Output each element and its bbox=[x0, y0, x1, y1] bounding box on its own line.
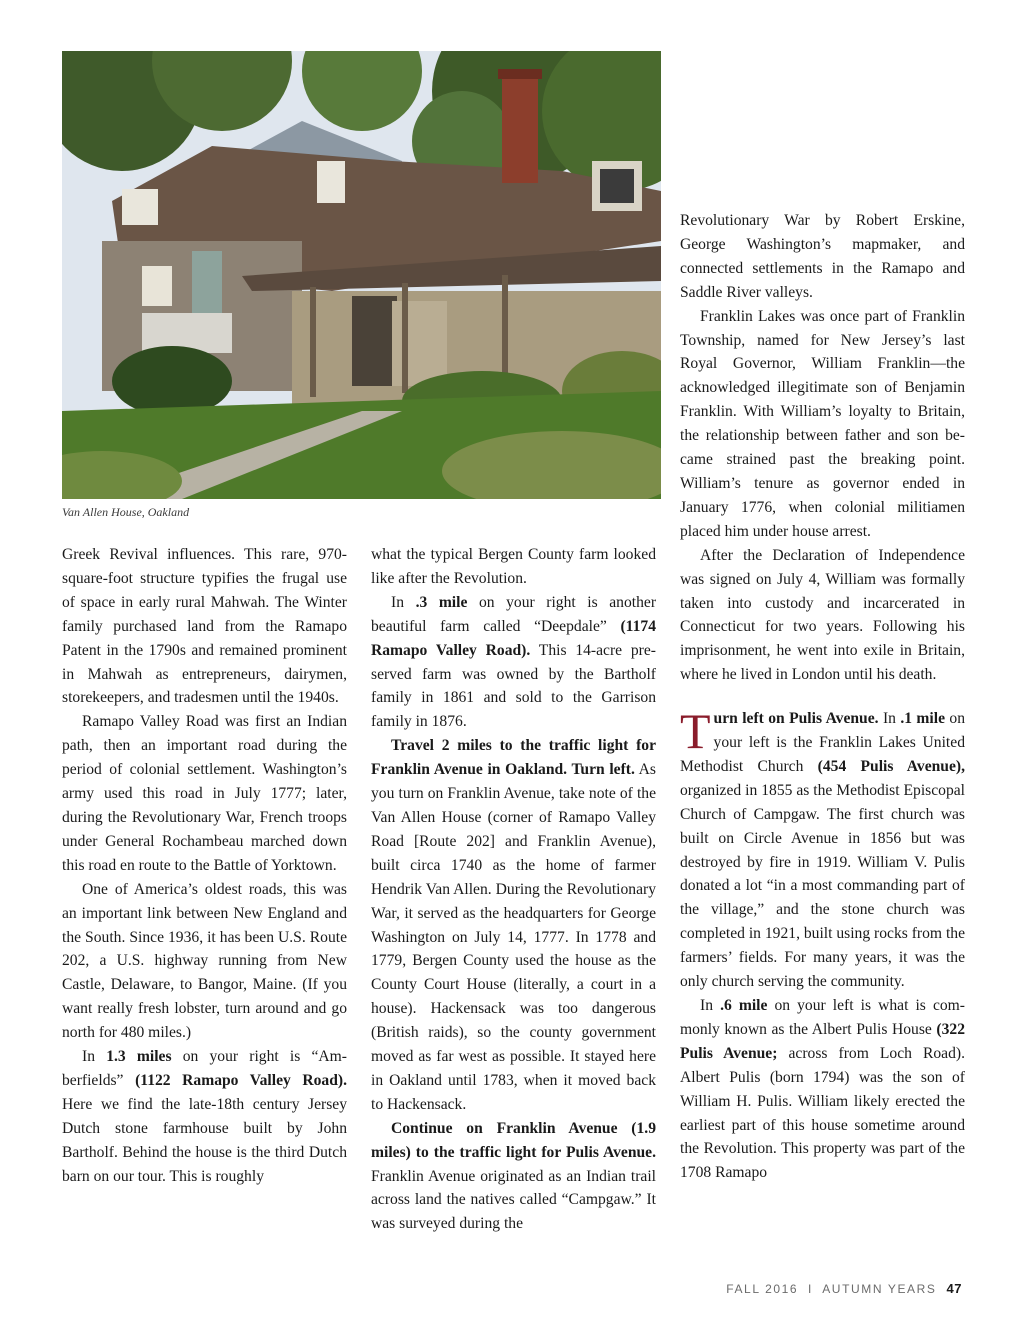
photo-caption: Van Allen House, Oakland bbox=[62, 505, 190, 519]
text-run: on your left is what is commonly known as the Albert Pulis House bbox=[680, 997, 965, 1038]
page-footer bbox=[726, 1281, 962, 1296]
text-column-1 bbox=[62, 543, 347, 1188]
paragraph: After the Declaration of Independence was signed on July 4, William was formally taken into custody and incarcerated in Connecticut for two years. Following his imprisonment, he went into exile in Britain, where he lived in London until his death. bbox=[680, 546, 965, 684]
van-allen-house-photo bbox=[62, 51, 661, 499]
paragraph: Greek Revival influences. This rare, 970-square-foot structure typifies the frugal use of space in early rural Mahwah. The Winter family purchased land from the Ramapo Patent in the 1790s and remained prominent in Mahwah as entrepreneurs, dairymen, storekeepers, and tradesmen until the 1940s. bbox=[62, 546, 347, 707]
text-run: on your right is another beautiful farm called “Deepdale” bbox=[371, 593, 657, 635]
paragraph bbox=[371, 591, 656, 734]
direction-bold: urn left on Pulis Avenue. bbox=[713, 710, 879, 728]
address-bold: (454 Pulis Avenue), bbox=[817, 757, 965, 775]
text-run: on your right is “Amberfields” bbox=[62, 1048, 347, 1089]
text-column-3 bbox=[680, 209, 965, 1185]
paragraph: One of America’s oldest roads, this was an important link between New England and the South. Since 1936, it has been U.S. Route 202, a U.S. highway running from New Castle, Delaware, to Bangor, Maine. (If you want really fresh lobster, turn around and go north for 480 miles.) bbox=[62, 880, 347, 1042]
text-run: This 14-acre preserved farm was owned by the Bartholf family in 1861 and sold to the Garrison family in 1876. bbox=[371, 641, 656, 731]
text-run: In bbox=[700, 997, 721, 1014]
text-run: In bbox=[82, 1048, 107, 1066]
text-run: on your left is the Franklin Lakes United Methodist Church bbox=[680, 710, 966, 775]
distance-bold: .3 mile bbox=[415, 593, 468, 611]
address-bold: (1174 Ramapo Valley Road). bbox=[371, 617, 656, 659]
text-run: Here we find the late-18th century Jersey Dutch stone farmhouse built by John Bartholf. Behind the house is the third Dutch barn on our tour. This is roughly bbox=[62, 1095, 347, 1185]
page-number: 47 bbox=[946, 1281, 962, 1296]
paragraph bbox=[371, 1117, 656, 1237]
direction-bold: Continue on Franklin Avenue (1.9 miles) to the traffic light for Pulis Avenue. bbox=[371, 1119, 656, 1161]
address-bold: (1122 Ramapo Valley Road). bbox=[135, 1071, 347, 1089]
distance-bold: .1 mile bbox=[900, 710, 946, 728]
paragraph bbox=[680, 994, 965, 1185]
text-run: across from Loch Road). Albert Pulis (born 1794) was the son of William H. Pulis. William likely erected the earliest part of this house sometime around the Revolution. This property was part of the 1708 Ramapo bbox=[680, 1044, 965, 1182]
text-run: In bbox=[878, 710, 901, 728]
direction-bold: Travel 2 miles to the traffic light for Franklin Avenue in Oakland. Turn left. bbox=[371, 737, 656, 779]
section-break bbox=[680, 687, 965, 707]
text-run: In bbox=[391, 593, 416, 611]
distance-bold: .6 mile bbox=[720, 997, 768, 1014]
paragraph bbox=[371, 734, 656, 1117]
text-run: As you turn on Franklin Avenue, take note of the Van Allen House (corner of Ramapo Valley Road [Route 202] and Franklin Avenue), built circa 1740 as the home of farmer Hendrik Van Allen. During the Revolutionary War, it served as the headquarters for George Washington on July 14, 1777. In 1778 and 1779, Bergen County used the house as the County Court House (literally, a court in a house). Hackensack was too dangerous (British raids), so the county government moved as far west as possible. It stayed here in Oakland until 1783, when it moved back to Hackensack. bbox=[371, 761, 656, 1113]
paragraph: Ramapo Valley Road was first an Indian path, then an important road during the period of colonial settlement. Washington’s army used this road in July 1777; later, during the Revolutionary War, French troops under General Rochambeau marched down this road en route to the Battle of Yorktown. bbox=[62, 713, 347, 874]
distance-bold: 1.3 miles bbox=[106, 1048, 172, 1066]
text-run: organized in 1855 as the Methodist Episcopal Church of Campgaw. The first church was built on Circle Avenue in 1856 but was destroyed by fire in 1919. William V. Pulis donated a lot “in a most commanding part of the village,” and the stone church was completed in 1921, built using rocks from the farmers’ fields. For many years, it was the only church serving the community. bbox=[680, 781, 965, 991]
paragraph: what the typical Bergen County farm looked like after the Revolution. bbox=[371, 546, 656, 587]
issue-label: FALL 2016 I AUTUMN YEARS bbox=[726, 1282, 937, 1296]
drop-cap: T bbox=[680, 703, 711, 760]
text-column-2 bbox=[371, 543, 656, 1236]
paragraph bbox=[62, 1045, 347, 1188]
address-bold: (322 Pulis Avenue; bbox=[680, 1020, 965, 1062]
paragraph bbox=[680, 703, 966, 994]
house-illustration bbox=[62, 51, 661, 499]
paragraph: Franklin Lakes was once part of Franklin Township, named for New Jersey’s last Royal Governor, William Franklin—the acknowledged illegitimate son of Benjamin Franklin. With William’s loyalty to Britain, the relationship between father and son became strained past the breaking point. William’s tenure as governor ended in January 1776, when colonial militiamen placed him under house arrest. bbox=[680, 307, 965, 540]
paragraph: Revolutionary War by Robert Erskine, George Washington’s mapmaker, and connected settlements in the Ramapo and Saddle River valleys. bbox=[680, 212, 965, 301]
text-run: Franklin Avenue originated as an Indian trail across land the natives called “Campgaw.” It was surveyed during the bbox=[371, 1167, 656, 1233]
